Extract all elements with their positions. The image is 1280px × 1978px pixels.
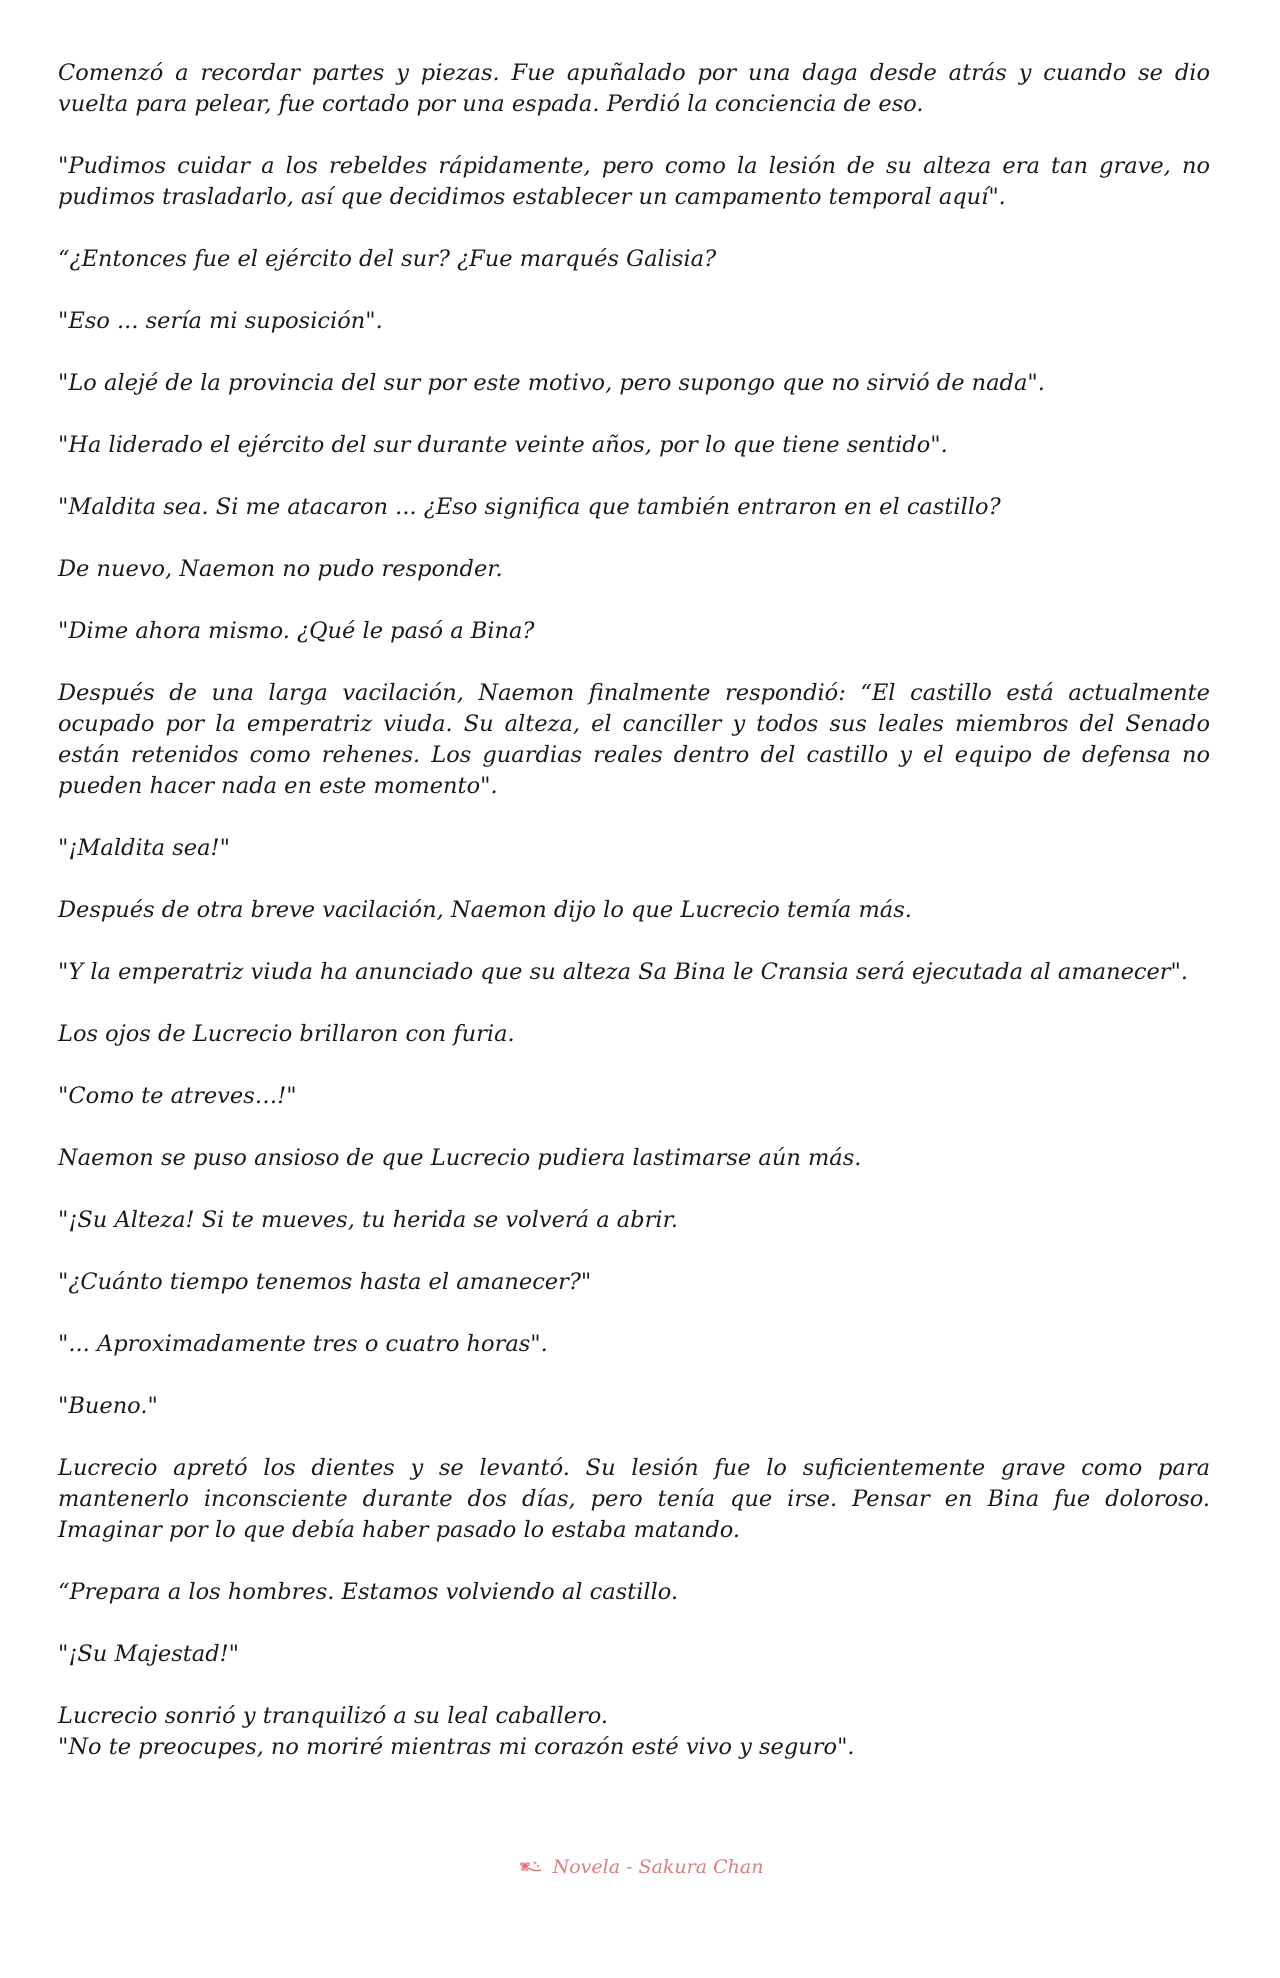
paragraph [58,895,1210,926]
footer-text: Novela - Sakura Chan [552,1856,764,1878]
paragraph [58,616,1210,647]
paragraph-line: “¿Entonces fue el ejército del sur? ¿Fue marqués Galisia? [58,246,717,272]
paragraph-line: "¡Su Alteza! Si te mueves, tu herida se volverá a abrir. [58,1207,679,1233]
paragraph [58,306,1210,337]
paragraph-line: "Maldita sea. Si me atacaron ... ¿Eso significa que también entraron en el castillo? [58,494,1001,520]
paragraph-line: Después de una larga vacilación, Naemon finalmente respondió: “El castillo está actualmente ocupado por la emperatriz viuda. Su alteza, el canciller y todos sus leales miembros del Senado están retenidos como rehenes. Los guardias reales dentro del castillo y el equipo de defensa no pueden hacer nada en este momento". [58,680,1210,799]
paragraph-line: Lucrecio sonrió y tranquilizó a su leal caballero. [58,1703,609,1729]
paragraph [58,430,1210,461]
paragraph [58,1577,1210,1608]
paragraph-line: "No te preocupes, no moriré mientras mi corazón esté vivo y seguro". [58,1734,855,1760]
paragraph-line: Comenzó a recordar partes y piezas. Fue apuñalado por una daga desde atrás y cuando se dio vuelta para pelear, fue cortado por una espada. Perdió la conciencia de eso. [58,60,1210,117]
paragraph [58,833,1210,864]
paragraph [58,151,1210,213]
paragraph [58,1143,1210,1174]
paragraph [58,1453,1210,1546]
paragraph-line: "¿Cuánto tiempo tenemos hasta el amanecer?" [58,1269,592,1295]
paragraph [58,1329,1210,1360]
paragraph [58,244,1210,275]
paragraph-line: "Y la emperatriz viuda ha anunciado que su alteza Sa Bina le Cransia será ejecutada al amanecer". [58,959,1189,985]
paragraph-line: De nuevo, Naemon no pudo responder. [58,556,503,582]
paragraph-line: Después de otra breve vacilación, Naemon dijo lo que Lucrecio temía más. [58,897,912,923]
paragraph [58,58,1210,120]
paragraph-line: "Como te atreves…!" [58,1083,297,1109]
paragraph-line: “Prepara a los hombres. Estamos volviendo al castillo. [58,1579,679,1605]
paragraph [58,1205,1210,1236]
paragraph-line: Lucrecio apretó los dientes y se levantó. Su lesión fue lo suficientemente grave como para mantenerlo inconsciente durante dos días, pero tenía que irse. Pensar en Bina fue doloroso. Imaginar por lo que debía haber pasado lo estaba matando. [58,1455,1210,1543]
paragraph [58,957,1210,988]
paragraph [58,678,1210,802]
paragraph-line: "... Aproximadamente tres o cuatro horas". [58,1331,548,1357]
document-body [58,58,1210,1794]
paragraph [58,1701,1210,1763]
paragraph [58,554,1210,585]
paragraph-line: Los ojos de Lucrecio brillaron con furia. [58,1021,515,1047]
paragraph [58,1081,1210,1112]
paragraph [58,1267,1210,1298]
paragraph-line: "Ha liderado el ejército del sur durante veinte años, por lo que tiene sentido". [58,432,948,458]
paragraph-line: "Lo alejé de la provincia del sur por este motivo, pero supongo que no sirvió de nada". [58,370,1045,396]
paragraph [58,1639,1210,1670]
paragraph [58,1391,1210,1422]
paragraph-line: "Dime ahora mismo. ¿Qué le pasó a Bina? [58,618,535,644]
sakura-blossom-icon [517,1858,543,1878]
paragraph-line: Naemon se puso ansioso de que Lucrecio pudiera lastimarse aún más. [58,1145,862,1171]
paragraph [58,492,1210,523]
paragraph-line: "¡Su Majestad!" [58,1641,239,1667]
paragraph [58,1019,1210,1050]
paragraph-line: "Eso ... sería mi suposición". [58,308,383,334]
paragraph [58,368,1210,399]
paragraph-line: "Pudimos cuidar a los rebeldes rápidamente, pero como la lesión de su alteza era tan grave, no pudimos trasladarlo, así que decidimos establecer un campamento temporal aquí". [58,153,1210,210]
paragraph-line: "Bueno." [58,1393,158,1419]
footer-watermark [0,1856,1280,1878]
paragraph-line: "¡Maldita sea!" [58,835,230,861]
